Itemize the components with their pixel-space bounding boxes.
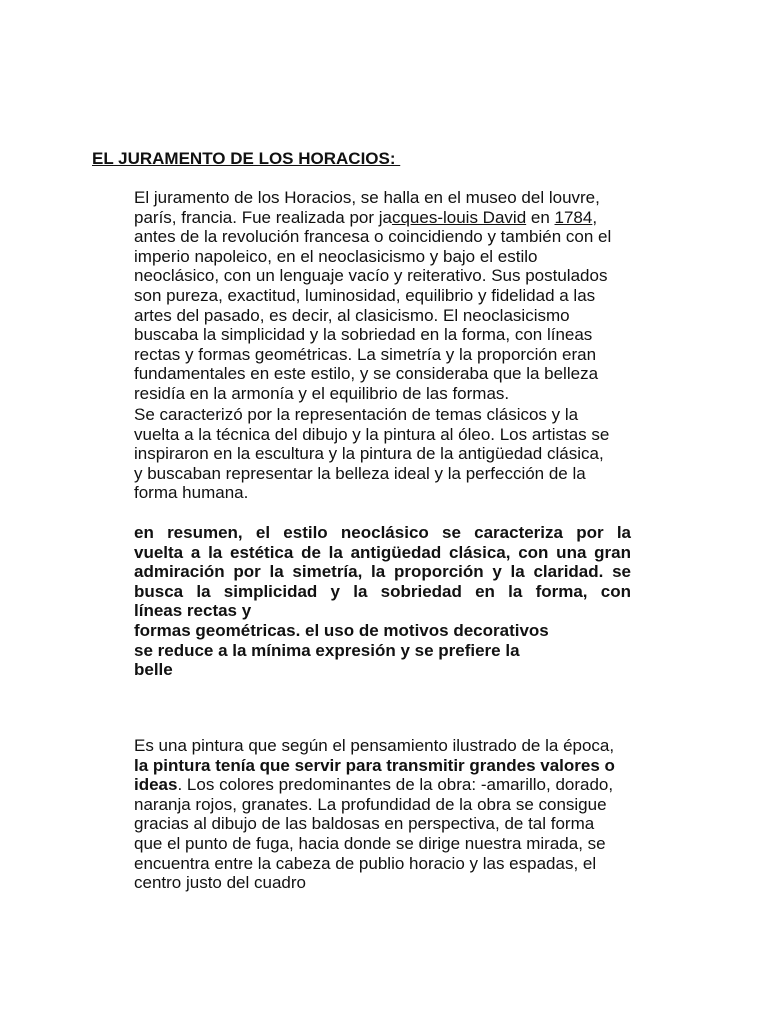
text-line — [134, 775, 646, 795]
text-line: forma humana. — [134, 483, 249, 503]
text-segment: , — [592, 207, 598, 227]
link-jacques-louis-david[interactable]: cques-louis David — [391, 207, 527, 227]
text-line: gracias al dibujo de las baldosas en perspectiva, de tal forma — [134, 814, 595, 834]
text-line: El juramento de los Horacios, se halla en el museo del louvre, — [134, 188, 600, 207]
text-line: admiración por la simetría, la proporción y la claridad. se — [134, 562, 631, 582]
text-line: formas geométricas. el uso de motivos decorativos — [134, 620, 549, 640]
text-line — [134, 208, 646, 228]
text-line: artes del pasado, es decir, al clasicismo. El neoclasicismo — [134, 305, 570, 325]
text-segment: parís, francia. Fue realizada por ja — [134, 207, 392, 227]
text-line: naranja rojos, granates. La profundidad de la obra se consigue — [134, 794, 607, 814]
text-line: encuentra entre la cabeza de publio horacio y las espadas, el — [134, 853, 597, 873]
text-line: centro justo del cuadro — [134, 873, 306, 893]
text-line: vuelta a la estética de la antigüedad clásica, con una gran — [134, 542, 631, 562]
paragraph-summary — [134, 523, 631, 680]
paragraph-intro — [134, 188, 646, 404]
text-line: buscaba la simplicidad y la sobriedad en la forma, con líneas — [134, 325, 593, 345]
text-line: fundamentales en este estilo, y se consideraba que la belleza — [134, 364, 599, 384]
text-line: la pintura tenía que servir para transmitir grandes valores o — [134, 755, 615, 775]
paragraph-characteristics — [134, 405, 646, 503]
text-line: que el punto de fuga, hacia donde se dirige nuestra mirada, se — [134, 833, 606, 853]
link-1784[interactable]: 1784 — [554, 207, 593, 227]
text-segment: . Los colores predominantes de la obra: -amarillo, dorado, — [177, 775, 614, 795]
text-line: y buscaban representar la belleza ideal y la perfección de la — [134, 463, 586, 483]
text-line: vuelta a la técnica del dibujo y la pintura al óleo. Los artistas se — [134, 424, 610, 444]
text-line: antes de la revolución francesa o coincidiendo y también con el — [134, 227, 612, 247]
text-line: belle — [134, 660, 173, 680]
text-line: líneas rectas y — [134, 601, 252, 621]
document-title: EL JURAMENTO DE LOS HORACIOS: — [92, 149, 401, 168]
text-line: son pureza, exactitud, luminosidad, equilibrio y fidelidad a las — [134, 285, 596, 305]
text-segment-bold: ideas — [134, 775, 178, 795]
text-line: Se caracterizó por la representación de temas clásicos y la — [134, 405, 579, 424]
text-line: se reduce a la mínima expresión y se prefiere la — [134, 640, 520, 660]
text-line: en resumen, el estilo neoclásico se caracteriza por la — [134, 523, 631, 542]
text-line: busca la simplicidad y la sobriedad en la forma, con — [134, 581, 631, 601]
text-line: rectas y formas geométricas. La simetría y la proporción eran — [134, 344, 597, 364]
text-line: inspiraron en la escultura y la pintura de la antigüedad clásica, — [134, 444, 604, 464]
text-segment: en — [526, 207, 555, 227]
text-line: Es una pintura que según el pensamiento ilustrado de la época, — [134, 736, 615, 755]
text-line: residía en la armonía y el equilibrio de las formas. — [134, 383, 510, 403]
text-line: neoclásico, con un lenguaje vacío y reiterativo. Sus postulados — [134, 266, 608, 286]
paragraph-painting-analysis — [134, 736, 646, 893]
text-line: imperio napoleico, en el neoclasicismo y bajo el estilo — [134, 246, 538, 266]
